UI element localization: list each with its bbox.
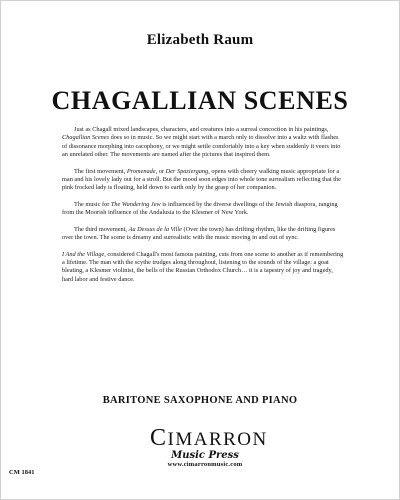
notes-text: , considered Chagall's most famous painting, cuts from one scene to another as if remembering a lifetime. The man with the scythe trudges along throughout, listening to the sounds of the village: a goat bleating, a Klesmer violinist, the bells of the Russian Orthodox Church… it is a tapestry of joy and tragedy, hard labor and festive dance. [62,250,344,283]
publisher-logo [150,425,268,488]
notes-text: The music for [74,200,111,208]
notes-paragraph-1 [62,126,344,159]
notes-text: does so in music. So we might start with a march only to dissolve into a waltz with flashes of dissonance morphing into cacophony, or we might settle comfortably into a key when suddenly it veers into an unrelated other. The movements are named after the pictures that inspired them. [62,134,341,158]
notes-text: (Over the town) has drifting rhythm, like the drifting figures over the town. The scene is dreamy and surrealistic with the music moving in and out of sync. [62,225,336,242]
notes-paragraph-3 [62,201,344,218]
notes-italic-title: Au Dessus de la Ville [128,225,182,233]
notes-italic-title: I And the Village [62,250,105,258]
page-title: CHAGALLIAN SCENES [51,86,349,115]
notes-italic-title: Der Spaziergang [165,167,209,175]
notes-text: , opens with cheery walking music appropriate for a man and his lovely lady out for a stroll. But the mood soon edges into whole tone surrealism reflecting that the pink frocked lady is floating, held down to earth only by the grasp of her companion. [62,167,341,192]
notes-italic-title: The Wandering Jew [110,200,161,208]
instrumentation-label: BARITONE SAXOPHONE AND PIANO [102,395,298,406]
notes-text: is influenced by the diverse dwellings of the Jewish diaspora, ranging from the Moorish influence of the Andalusia to the Klesmer of New York. [62,200,338,217]
notes-text: Just as Chagall mixed landscapes, characters, and creatures into a surreal concoction in his paintings, [74,126,329,133]
publisher-name-rest: IMARRON [167,429,268,450]
notes-text: The third movement, [74,225,129,233]
publisher-subtitle: Music Press [171,450,239,461]
notes-text: The first movement, [74,167,127,175]
publisher-name [150,425,268,451]
notes-italic-title: Promenade [126,167,156,175]
publisher-initial: C [150,425,168,451]
notes-text: , or [155,167,166,175]
notes-paragraph-4 [62,226,344,243]
notes-paragraph-5 [62,251,344,284]
notes-italic-title: Chagallian Scenes [62,134,110,142]
publisher-url: www.cimarronmusic.com [167,461,243,468]
composer-name: Elizabeth Raum [146,32,254,48]
notes-paragraph-2 [62,168,344,193]
catalog-number: CM 1841 [9,469,35,476]
program-notes [62,126,344,292]
